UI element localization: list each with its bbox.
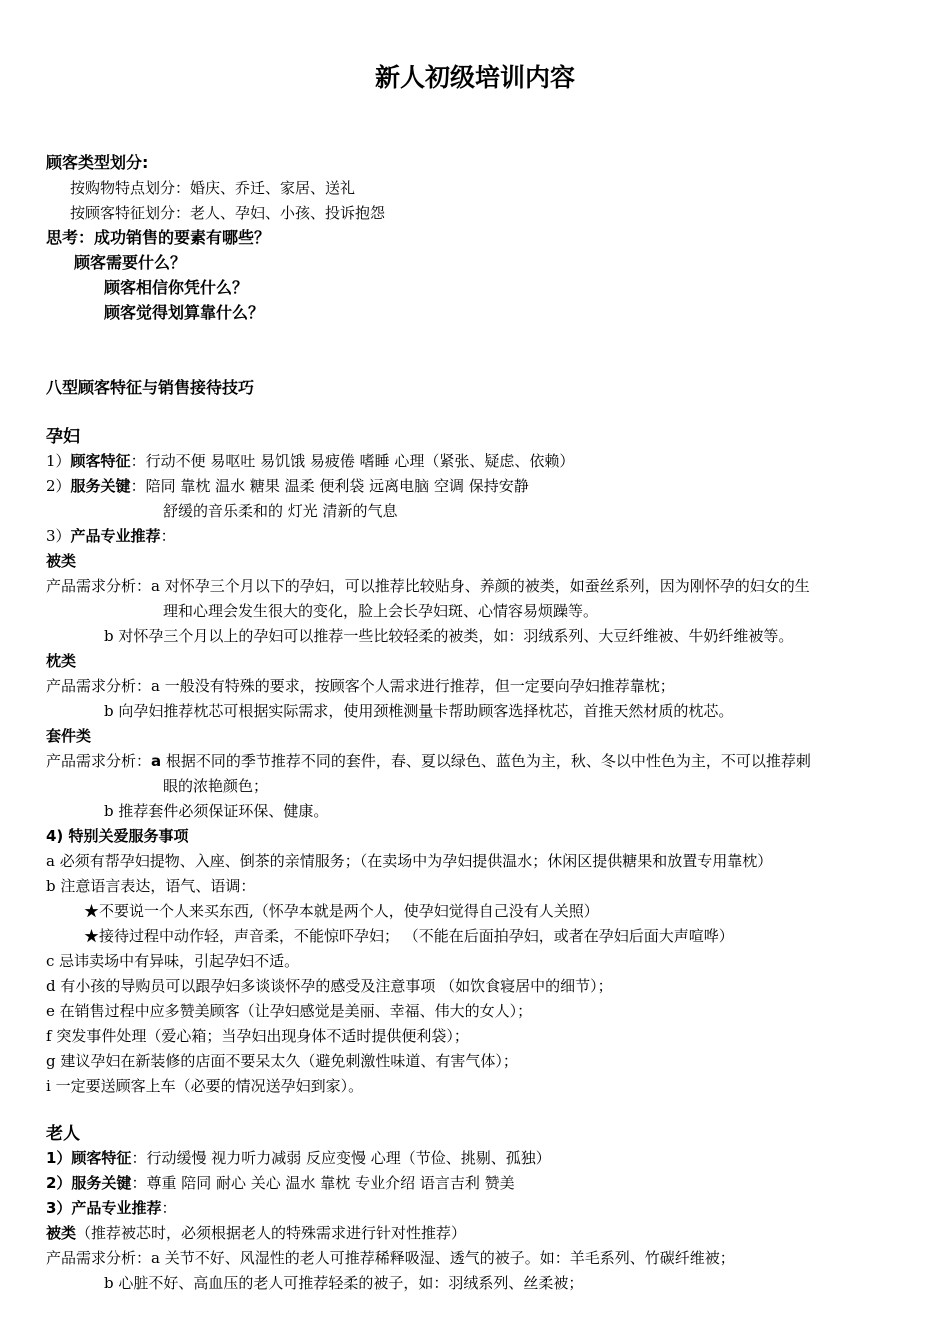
pregnant-service-line-2: 舒缓的音乐柔和的 灯光 清新的气息 (163, 502, 398, 520)
pregnant-special-b2: ★接待过程中动作轻，声音柔，不能惊吓孕妇； （不能在后面拍孕妇，或者在孕妇后面大声喧哗） (84, 927, 734, 945)
elderly-feature-line (46, 1147, 910, 1169)
pregnant-product-colon: ： (160, 527, 176, 545)
pregnant-set-b-text: b 推荐套件必须保证环保、健康。 (104, 802, 329, 820)
elderly-quilt-note: （推荐被芯时，必须根据老人的特殊需求进行针对性推荐） (76, 1224, 467, 1242)
pregnant-feature-line (46, 450, 910, 472)
elderly-product-label: 3）产品专业推荐 (46, 1199, 162, 1217)
pregnant-set-heading: 套件类 (46, 727, 92, 745)
pregnant-feature-text: ：行动不便 易呕吐 易饥饿 易疲倦 嗜睡 心理（紧张、疑虑、依赖） (130, 452, 575, 470)
elderly-service-label: 2）服务关键 (46, 1174, 132, 1192)
customer-types-by-feature: 按顾客特征划分：老人、孕妇、小孩、投诉抱怨 (70, 204, 386, 222)
pregnant-special-a: a 必须有帮孕妇提物、入座、倒茶的亲情服务；（在卖场中为孕妇提供温水；休闲区提供糖果和放置专用靠枕） (46, 852, 773, 870)
pregnant-pillow-a-text: a 一般没有特殊的要求，按顾客个人需求进行推荐，但一定要向孕妇推荐靠枕； (151, 677, 675, 695)
pregnant-set-a-letter: a (151, 752, 162, 770)
pregnant-quilt-heading: 被类 (46, 552, 77, 570)
think-question-2: 顾客需要什么？ (74, 253, 187, 272)
elderly-service-text: ：尊重 陪同 耐心 关心 温水 靠枕 专业介绍 语言吉利 赞美 (131, 1174, 515, 1192)
elderly-quilt-a-prefix: 产品需求分析： (46, 1249, 152, 1267)
elderly-heading: 老人 (46, 1124, 80, 1144)
elderly-feature-label: 1）顾客特征 (46, 1149, 132, 1167)
think-question-4: 顾客觉得划算靠什么？ (104, 303, 265, 322)
elderly-feature-text: ：行动缓慢 视力听力减弱 反应变慢 心理（节俭、挑剔、孤独） (131, 1149, 551, 1167)
pregnant-special-g: g 建议孕妇在新装修的店面不要呆太久（避免刺激性味道、有害气体）； (46, 1052, 518, 1070)
customer-types-heading: 顾客类型划分: (46, 153, 149, 172)
pregnant-pillow-heading: 枕类 (46, 652, 77, 670)
pregnant-quilt-a-prefix: 产品需求分析： (46, 577, 152, 595)
elderly-quilt-heading: 被类 (46, 1224, 77, 1242)
pregnant-product-num: 3） (46, 527, 71, 545)
pregnant-service-label: 服务关键 (70, 477, 131, 495)
pregnant-set-a-line (46, 750, 910, 772)
pregnant-service-num: 2） (46, 477, 71, 495)
pregnant-pillow-a-line (46, 675, 910, 697)
pregnant-special-i: i 一定要送顾客上车（必要的情况送孕妇到家）。 (46, 1077, 364, 1095)
elderly-quilt-a-line (46, 1247, 910, 1269)
pregnant-special-b1: ★不要说一个人来买东西,（怀孕本就是两个人，使孕妇觉得自己没有人关照） (84, 902, 599, 920)
elderly-service-line (46, 1172, 910, 1194)
think-question-1: 思考：成功销售的要素有哪些？ (46, 228, 271, 247)
elderly-quilt-b-text: b 心脏不好、高血压的老人可推荐轻柔的被子，如：羽绒系列、丝柔被； (104, 1274, 584, 1292)
elderly-product-colon: ： (161, 1199, 177, 1217)
pregnant-set-a-prefix: 产品需求分析： (46, 752, 152, 770)
pregnant-product-label: 产品专业推荐 (70, 527, 161, 545)
pregnant-quilt-b-text: b 对怀孕三个月以上的孕妇可以推荐一些比较轻柔的被类，如：羽绒系列、大豆纤维被、牛奶纤维被等。 (104, 627, 794, 645)
pregnant-pillow-b-text: b 向孕妇推荐枕芯可根据实际需求，使用颈椎测量卡帮助顾客选择枕芯，首推天然材质的枕芯。 (104, 702, 734, 720)
section-title: 八型顾客特征与销售接待技巧 (46, 378, 255, 397)
elderly-quilt-a-text: a 关节不好、风湿性的老人可推荐稀释吸湿、透气的被子。如：羊毛系列、竹碳纤维被； (151, 1249, 735, 1267)
pregnant-feature-num: 1） (46, 452, 71, 470)
pregnant-special-b: b 注意语言表达，语气、语调： (46, 877, 256, 895)
elderly-product-line (46, 1197, 910, 1219)
customer-types-by-shopping: 按购物特点划分：婚庆、乔迁、家居、送礼 (70, 179, 356, 197)
pregnant-quilt-a-text-2: 理和心理会发生很大的变化，脸上会长孕妇斑、心情容易烦躁等。 (163, 602, 599, 620)
pregnant-heading: 孕妇 (46, 427, 80, 447)
pregnant-quilt-a-text: a 对怀孕三个月以下的孕妇，可以推荐比较贴身、养颜的被类，如蚕丝系列，因为刚怀孕的妇女的生 (151, 577, 810, 595)
pregnant-special-e: e 在销售过程中应多赞美顾客（让孕妇感觉是美丽、幸福、伟大的女人）； (46, 1002, 533, 1020)
pregnant-pillow-a-prefix: 产品需求分析： (46, 677, 152, 695)
pregnant-set-a-text-2: 眼的浓艳颜色； (163, 777, 269, 795)
pregnant-service-line (46, 475, 910, 497)
page-title: 新人初级培训内容 (374, 63, 575, 92)
elderly-quilt-line (46, 1222, 910, 1244)
pregnant-set-a-text: 根据不同的季节推荐不同的套件，春、夏以绿色、蓝色为主，秋、冬以中性色为主，不可以推荐刺 (161, 752, 811, 770)
pregnant-special-c: c 忌讳卖场中有异味，引起孕妇不适。 (46, 952, 300, 970)
pregnant-quilt-a-line (46, 575, 910, 597)
pregnant-feature-label: 顾客特征 (70, 452, 131, 470)
pregnant-special-d: d 有小孩的导购员可以跟孕妇多谈谈怀孕的感受及注意事项 （如饮食寝居中的细节）； (46, 977, 613, 995)
pregnant-special-heading: 4) 特别关爱服务事项 (46, 827, 189, 845)
pregnant-product-line (46, 525, 910, 547)
pregnant-special-f: f 突发事件处理（爱心箱；当孕妇出现身体不适时提供便利袋）； (46, 1027, 469, 1045)
pregnant-service-text: ：陪同 靠枕 温水 糖果 温柔 便利袋 远离电脑 空调 保持安静 (130, 477, 529, 495)
think-question-3: 顾客相信你凭什么？ (104, 278, 249, 297)
